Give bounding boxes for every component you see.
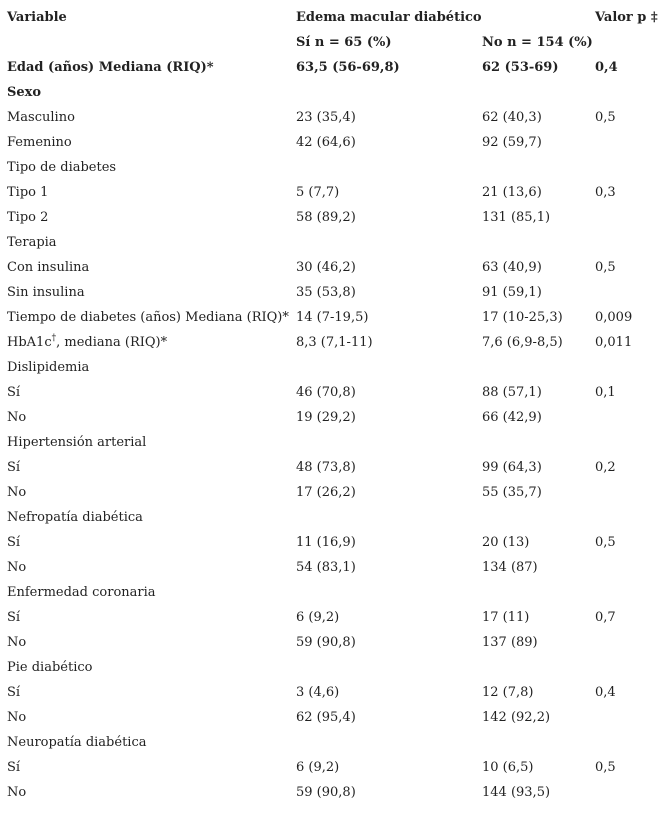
row-label [7,205,48,230]
row-label [7,405,26,430]
table-row [0,380,668,405]
row-label-text: Dislipidemia [7,360,90,375]
value-si: 3 (4,6) [296,685,340,700]
row-label [7,380,20,405]
value-p: 0,5 [595,760,616,775]
row-label-text: HbA1c [7,335,52,350]
table-row [0,730,668,755]
row-label [7,680,20,705]
table-row [0,230,668,255]
row-label [7,780,26,805]
row-label-text: Hipertensión arterial [7,435,147,450]
value-si: 30 (46,2) [296,260,356,275]
table-row [0,180,668,205]
table-row [0,505,668,530]
row-label-text: Edad (años) Mediana (RIQ)* [7,60,214,75]
row-label-text: No [7,785,27,800]
header-pvalue: Valor p ‡ [595,10,658,25]
value-si: 46 (70,8) [296,385,356,400]
row-label [7,280,85,305]
table-row [0,680,668,705]
row-label [7,130,72,155]
row-label-text: Sí [7,760,21,775]
value-no: 10 (6,5) [482,760,534,775]
value-no: 91 (59,1) [482,285,542,300]
value-si: 8,3 (7,1-11) [296,335,373,350]
row-label [7,480,26,505]
row-label-text: Sin insulina [7,285,85,300]
row-label-text: Sí [7,610,21,625]
header-row-1 [0,5,668,30]
value-no: 12 (7,8) [482,685,534,700]
value-p: 0,7 [595,610,616,625]
row-label [7,530,20,555]
table-row [0,55,668,80]
row-label-text: Tipo 1 [7,185,49,200]
header-group: Edema macular diabético [296,10,482,25]
value-p: 0,3 [595,185,616,200]
value-si: 62 (95,4) [296,710,356,725]
table-row [0,455,668,480]
value-p: 0,009 [595,310,633,325]
value-si: 48 (73,8) [296,460,356,475]
value-p: 0,2 [595,460,616,475]
value-p: 0,011 [595,335,633,350]
row-label-text: Sexo [7,85,42,100]
value-no: 55 (35,7) [482,485,542,500]
value-no: 144 (93,5) [482,785,551,800]
row-label [7,355,89,380]
value-si: 63,5 (56-69,8) [296,60,400,75]
value-no: 134 (87) [482,560,538,575]
value-no: 142 (92,2) [482,710,551,725]
table-row [0,605,668,630]
value-si: 19 (29,2) [296,410,356,425]
row-label [7,230,57,255]
value-no: 88 (57,1) [482,385,542,400]
table-row [0,530,668,555]
value-si: 6 (9,2) [296,610,340,625]
value-no: 21 (13,6) [482,185,542,200]
row-label-text: Sí [7,685,21,700]
table-row [0,305,668,330]
value-si: 23 (35,4) [296,110,356,125]
value-no: 62 (40,3) [482,110,542,125]
value-si: 11 (16,9) [296,535,356,550]
value-no: 17 (11) [482,610,530,625]
row-label [7,180,48,205]
value-p: 0,5 [595,535,616,550]
row-label-text: No [7,635,27,650]
header-si: Sí n = 65 (%) [296,35,392,50]
value-si: 58 (89,2) [296,210,356,225]
value-p: 0,4 [595,60,618,75]
row-label-text: Terapia [7,235,57,250]
row-label-text: Femenino [7,135,72,150]
row-label [7,305,289,330]
table-row [0,405,668,430]
row-label-text: No [7,485,27,500]
table-row [0,80,668,105]
row-label-text: Neuropatía diabética [7,735,147,750]
row-label [7,730,146,755]
row-label [7,580,156,605]
table-row [0,255,668,280]
row-label [7,80,41,105]
value-si: 42 (64,6) [296,135,356,150]
row-label [7,755,20,780]
table-row [0,555,668,580]
table-row [0,755,668,780]
header-no: No n = 154 (%) [482,35,593,50]
row-label-text: Tiempo de diabetes (años) Mediana (RIQ)* [7,310,289,325]
row-label [7,655,92,680]
value-no: 7,6 (6,9-8,5) [482,335,563,350]
value-p: 0,4 [595,685,616,700]
row-label-text: No [7,710,27,725]
row-label [7,330,167,355]
row-label [7,555,26,580]
value-no: 63 (40,9) [482,260,542,275]
row-label-text: Nefropatía diabética [7,510,143,525]
value-si: 59 (90,8) [296,635,356,650]
table-row [0,630,668,655]
table-row [0,430,668,455]
row-label [7,55,214,80]
row-label-text: Tipo de diabetes [7,160,117,175]
table-row [0,105,668,130]
table-row [0,655,668,680]
row-label [7,430,146,455]
footnote-marker: † [51,333,57,344]
row-label-text: Tipo 2 [7,210,49,225]
value-si: 17 (26,2) [296,485,356,500]
value-si: 59 (90,8) [296,785,356,800]
table-row [0,280,668,305]
row-label [7,705,26,730]
table-row [0,205,668,230]
table-row [0,580,668,605]
value-no: 99 (64,3) [482,460,542,475]
value-p: 0,5 [595,110,616,125]
table-row [0,780,668,805]
table-row [0,330,668,355]
value-no: 92 (59,7) [482,135,542,150]
row-label-text: Sí [7,460,21,475]
value-no: 131 (85,1) [482,210,551,225]
table-row [0,480,668,505]
header-variable: Variable [7,10,67,25]
header-row-2 [0,30,668,55]
row-label-text: Sí [7,535,21,550]
value-p: 0,5 [595,260,616,275]
value-no: 66 (42,9) [482,410,542,425]
row-label-text: Sí [7,385,21,400]
row-label-text: Con insulina [7,260,90,275]
row-label [7,255,89,280]
row-label-text: Pie diabético [7,660,93,675]
row-label-text: Masculino [7,110,75,125]
value-no: 17 (10-25,3) [482,310,563,325]
row-label [7,630,26,655]
value-p: 0,1 [595,385,616,400]
row-label-text: Enfermedad coronaria [7,585,156,600]
row-label-text: No [7,560,27,575]
value-si: 6 (9,2) [296,760,340,775]
row-label-text: No [7,410,27,425]
row-label [7,455,20,480]
row-label [7,155,116,180]
table-row [0,355,668,380]
value-no: 62 (53-69) [482,60,559,75]
row-label [7,105,75,130]
value-si: 5 (7,7) [296,185,340,200]
value-si: 14 (7-19,5) [296,310,369,325]
table-row [0,705,668,730]
value-no: 137 (89) [482,635,538,650]
row-label [7,505,143,530]
row-label [7,605,20,630]
value-si: 35 (53,8) [296,285,356,300]
table-row [0,130,668,155]
table-row [0,155,668,180]
row-label-suffix: , mediana (RIQ)* [56,335,168,350]
value-si: 54 (83,1) [296,560,356,575]
value-no: 20 (13) [482,535,530,550]
